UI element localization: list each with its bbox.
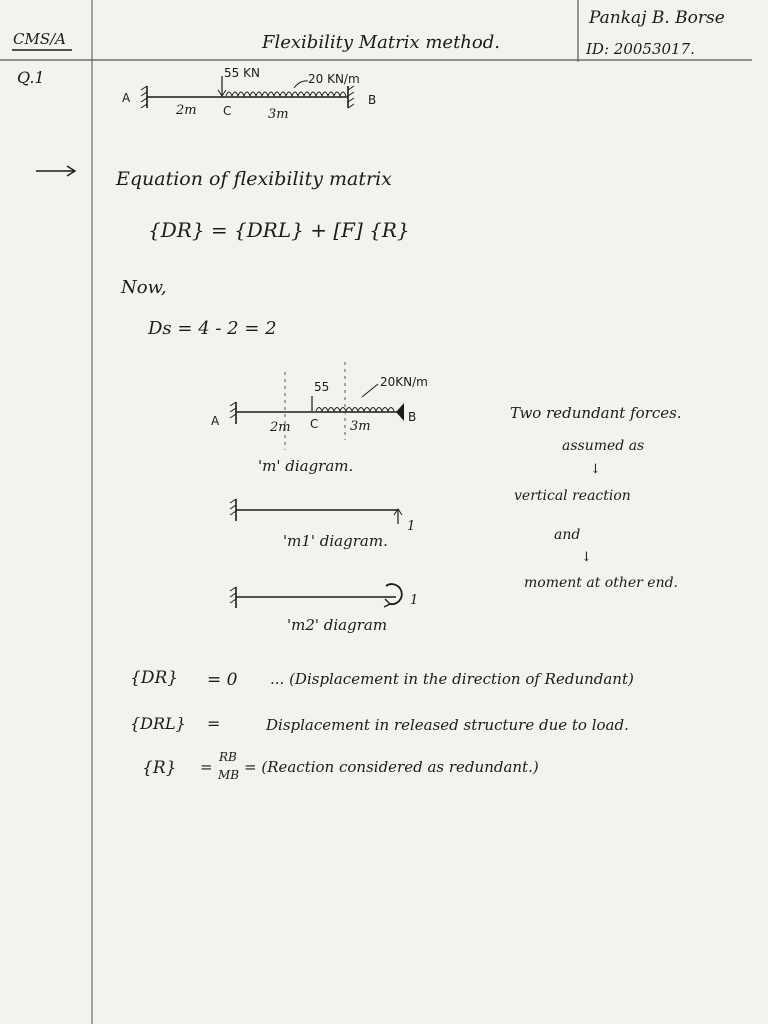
m-beam-a: A: [211, 414, 220, 428]
note-arrow-down-1: ↓: [590, 462, 601, 477]
r-description: = (Reaction considered as redundant.): [244, 758, 539, 776]
beam1-label-c: C: [223, 104, 232, 118]
dr-lhs: {DR}: [130, 668, 179, 688]
drl-eq: =: [207, 714, 221, 733]
dr-description: ... (Displacement in the direction of Redundant): [270, 670, 634, 688]
drl-lhs: {DRL}: [130, 714, 186, 733]
note-arrow-down-2: ↓: [581, 550, 592, 565]
author-id: ID: 20053017.: [586, 40, 695, 58]
m-diagram-caption: 'm' diagram.: [258, 457, 354, 475]
question-number: Q.1: [17, 68, 45, 87]
m-beam-span2: 3m: [350, 419, 371, 434]
note-line-2: assumed as: [562, 438, 645, 454]
note-line-5: moment at other end.: [524, 575, 678, 591]
m-beam-b: B: [408, 410, 417, 424]
m-beam-span1: 2m: [270, 420, 291, 435]
r-lhs: {R}: [142, 758, 177, 778]
m1-diagram-caption: 'm1' diagram.: [283, 532, 388, 550]
beam1-span2: 3m: [268, 107, 289, 122]
r-eq: =: [200, 758, 213, 776]
r-vector-bottom: MB: [218, 768, 240, 782]
ds-equation: Ds = 4 - 2 = 2: [148, 318, 277, 339]
equation-heading: Equation of flexibility matrix: [116, 168, 392, 190]
note-line-3: vertical reaction: [514, 488, 631, 504]
r-vector-top: RB: [219, 750, 237, 764]
m2-unit: 1: [410, 593, 419, 608]
m-beam-load: 55: [314, 380, 330, 394]
beam1-point-load: 55 KN: [224, 66, 260, 80]
equation-formula: {DR} = {DRL} + [F] {R}: [148, 218, 410, 242]
m1-unit: 1: [407, 519, 416, 534]
note-line-1: Two redundant forces.: [510, 404, 682, 422]
drl-description: Displacement in released structure due to load.: [266, 716, 629, 734]
m-beam-udl: 20KN/m: [380, 375, 428, 389]
beam1-label-b: B: [368, 93, 377, 107]
beam1-udl: 20 KN/m: [308, 72, 360, 86]
note-line-4: and: [554, 527, 581, 543]
dr-eq: = 0: [207, 670, 238, 690]
beam1-label-a: A: [122, 91, 131, 105]
m-beam-c: C: [310, 417, 319, 431]
author-name: Pankaj B. Borse: [589, 8, 725, 28]
now-label: Now,: [121, 277, 167, 298]
page-title: Flexibility Matrix method.: [262, 32, 500, 53]
m2-diagram-caption: 'm2' diagram: [287, 616, 388, 634]
beam1-span1: 2m: [176, 103, 197, 118]
course-code: CMS/A: [13, 30, 66, 48]
